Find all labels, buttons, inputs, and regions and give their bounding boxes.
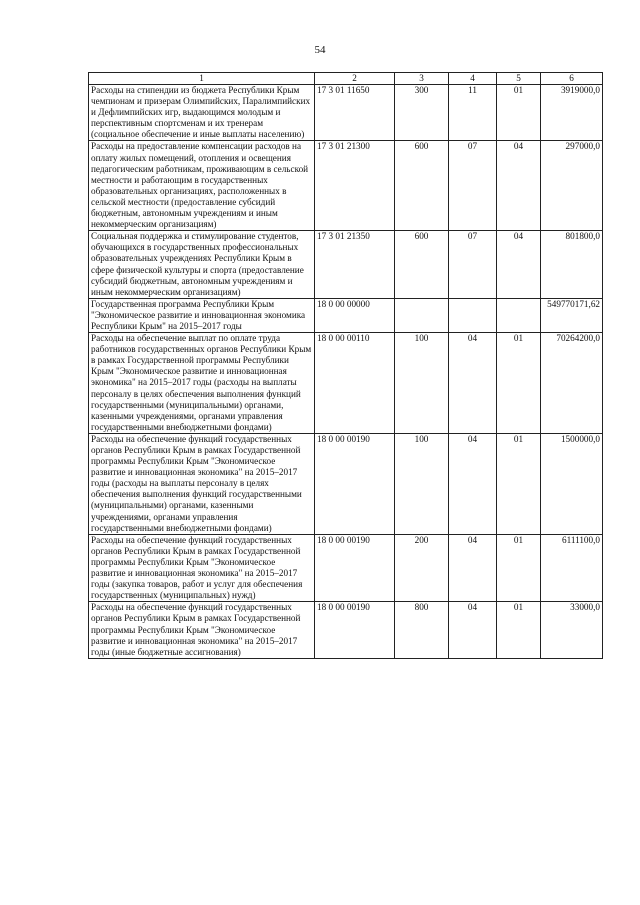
expense-type-code: 800 (395, 602, 449, 658)
table-row (89, 602, 603, 658)
header-col-3: 3 (395, 73, 449, 85)
subsection-code: 01 (497, 85, 541, 141)
subsection-code (497, 298, 541, 332)
expense-description: Расходы на обеспечение функций государственных органов Республики Крым в рамках Государственной программы Республики Крым "Экономическое развитие и инновационная экономика" на 2015–2017 годы (закупка товаров, работ и услуг для обеспечения государственных (муниципальных) нужд) (89, 534, 315, 602)
section-code: 04 (449, 534, 497, 602)
expense-description: Расходы на обеспечение выплат по оплате труда работников государственных органов Республики Крым в рамках Государственной программы Республики Крым "Экономическое развитие и инновационная экономика" на 2015–2017 годы (расходы на выплаты персоналу в целях обеспечения выполнения функций государственными (муниципальными) органами, казенными учреждениями, органами управления государственными внебюджетными фондами) (89, 333, 315, 434)
table-row (89, 433, 603, 534)
target-article-code: 18 0 00 00190 (315, 534, 395, 602)
section-code: 04 (449, 602, 497, 658)
expense-type-code: 600 (395, 231, 449, 299)
section-code: 07 (449, 141, 497, 231)
expense-description: Расходы на обеспечение функций государственных органов Республики Крым в рамках Государственной программы Республики Крым "Экономическое развитие и инновационная экономика" на 2015–2017 годы (иные бюджетные ассигнования) (89, 602, 315, 658)
expense-description: Государственная программа Республики Крым "Экономическое развитие и инновационная экономика Республики Крым" на 2015–2017 годы (89, 298, 315, 332)
amount: 70264200,0 (541, 333, 603, 434)
amount: 549770171,62 (541, 298, 603, 332)
expense-type-code (395, 298, 449, 332)
amount: 1500000,0 (541, 433, 603, 534)
header-col-6: 6 (541, 73, 603, 85)
target-article-code: 18 0 00 00000 (315, 298, 395, 332)
target-article-code: 17 3 01 21300 (315, 141, 395, 231)
subsection-code: 01 (497, 534, 541, 602)
table-row (89, 231, 603, 299)
expense-type-code: 300 (395, 85, 449, 141)
expense-description: Социальная поддержка и стимулирование студентов, обучающихся в государственных профессиональных образовательных учреждениях Республики Крым в сфере физической культуры и спорта (предоставление субсидий бюджетным, автономным учреждениям и иным некоммерческим организациям) (89, 231, 315, 299)
expense-type-code: 100 (395, 433, 449, 534)
target-article-code: 17 3 01 11650 (315, 85, 395, 141)
section-code (449, 298, 497, 332)
table-row (89, 141, 603, 231)
subsection-code: 01 (497, 333, 541, 434)
amount: 297000,0 (541, 141, 603, 231)
header-col-5: 5 (497, 73, 541, 85)
section-code: 04 (449, 433, 497, 534)
expense-description: Расходы на стипендии из бюджета Республики Крым чемпионам и призерам Олимпийских, Паралимпийских и Дефлимпийских игр, выдающимся молодым и перспективным спортсменам и их тренерам (социальное обеспечение и иные выплаты населению) (89, 85, 315, 141)
section-code: 11 (449, 85, 497, 141)
amount: 6111100,0 (541, 534, 603, 602)
subsection-code: 04 (497, 231, 541, 299)
header-col-1: 1 (89, 73, 315, 85)
subsection-code: 01 (497, 602, 541, 658)
target-article-code: 18 0 00 00110 (315, 333, 395, 434)
expense-description: Расходы на обеспечение функций государственных органов Республики Крым в рамках Государственной программы Республики Крым "Экономическое развитие и инновационная экономика" на 2015–2017 годы (расходы на выплаты персоналу в целях обеспечения выполнения функций государственными (муниципальными) органами, казенными учреждениями, органами управления государственными внебюджетными фондами) (89, 433, 315, 534)
target-article-code: 17 3 01 21350 (315, 231, 395, 299)
section-code: 04 (449, 333, 497, 434)
budget-table (88, 72, 603, 659)
table-row (89, 333, 603, 434)
subsection-code: 01 (497, 433, 541, 534)
page-number: 54 (314, 44, 326, 56)
subsection-code: 04 (497, 141, 541, 231)
header-col-2: 2 (315, 73, 395, 85)
expense-description: Расходы на предоставление компенсации расходов на оплату жилых помещений, отопления и освещения педагогическим работникам, проживающим в сельской местности и работающим в государственных образовательных организациях, расположенных в сельской местности (предоставление субсидий бюджетным, автономным учреждениям и иным некоммерческим организациям) (89, 141, 315, 231)
table-row (89, 534, 603, 602)
target-article-code: 18 0 00 00190 (315, 433, 395, 534)
table-header-row (89, 73, 603, 85)
expense-type-code: 200 (395, 534, 449, 602)
header-col-4: 4 (449, 73, 497, 85)
section-code: 07 (449, 231, 497, 299)
expense-type-code: 100 (395, 333, 449, 434)
amount: 3919000,0 (541, 85, 603, 141)
target-article-code: 18 0 00 00190 (315, 602, 395, 658)
amount: 801800,0 (541, 231, 603, 299)
expense-type-code: 600 (395, 141, 449, 231)
table-row (89, 85, 603, 141)
table-row (89, 298, 603, 332)
amount: 33000,0 (541, 602, 603, 658)
